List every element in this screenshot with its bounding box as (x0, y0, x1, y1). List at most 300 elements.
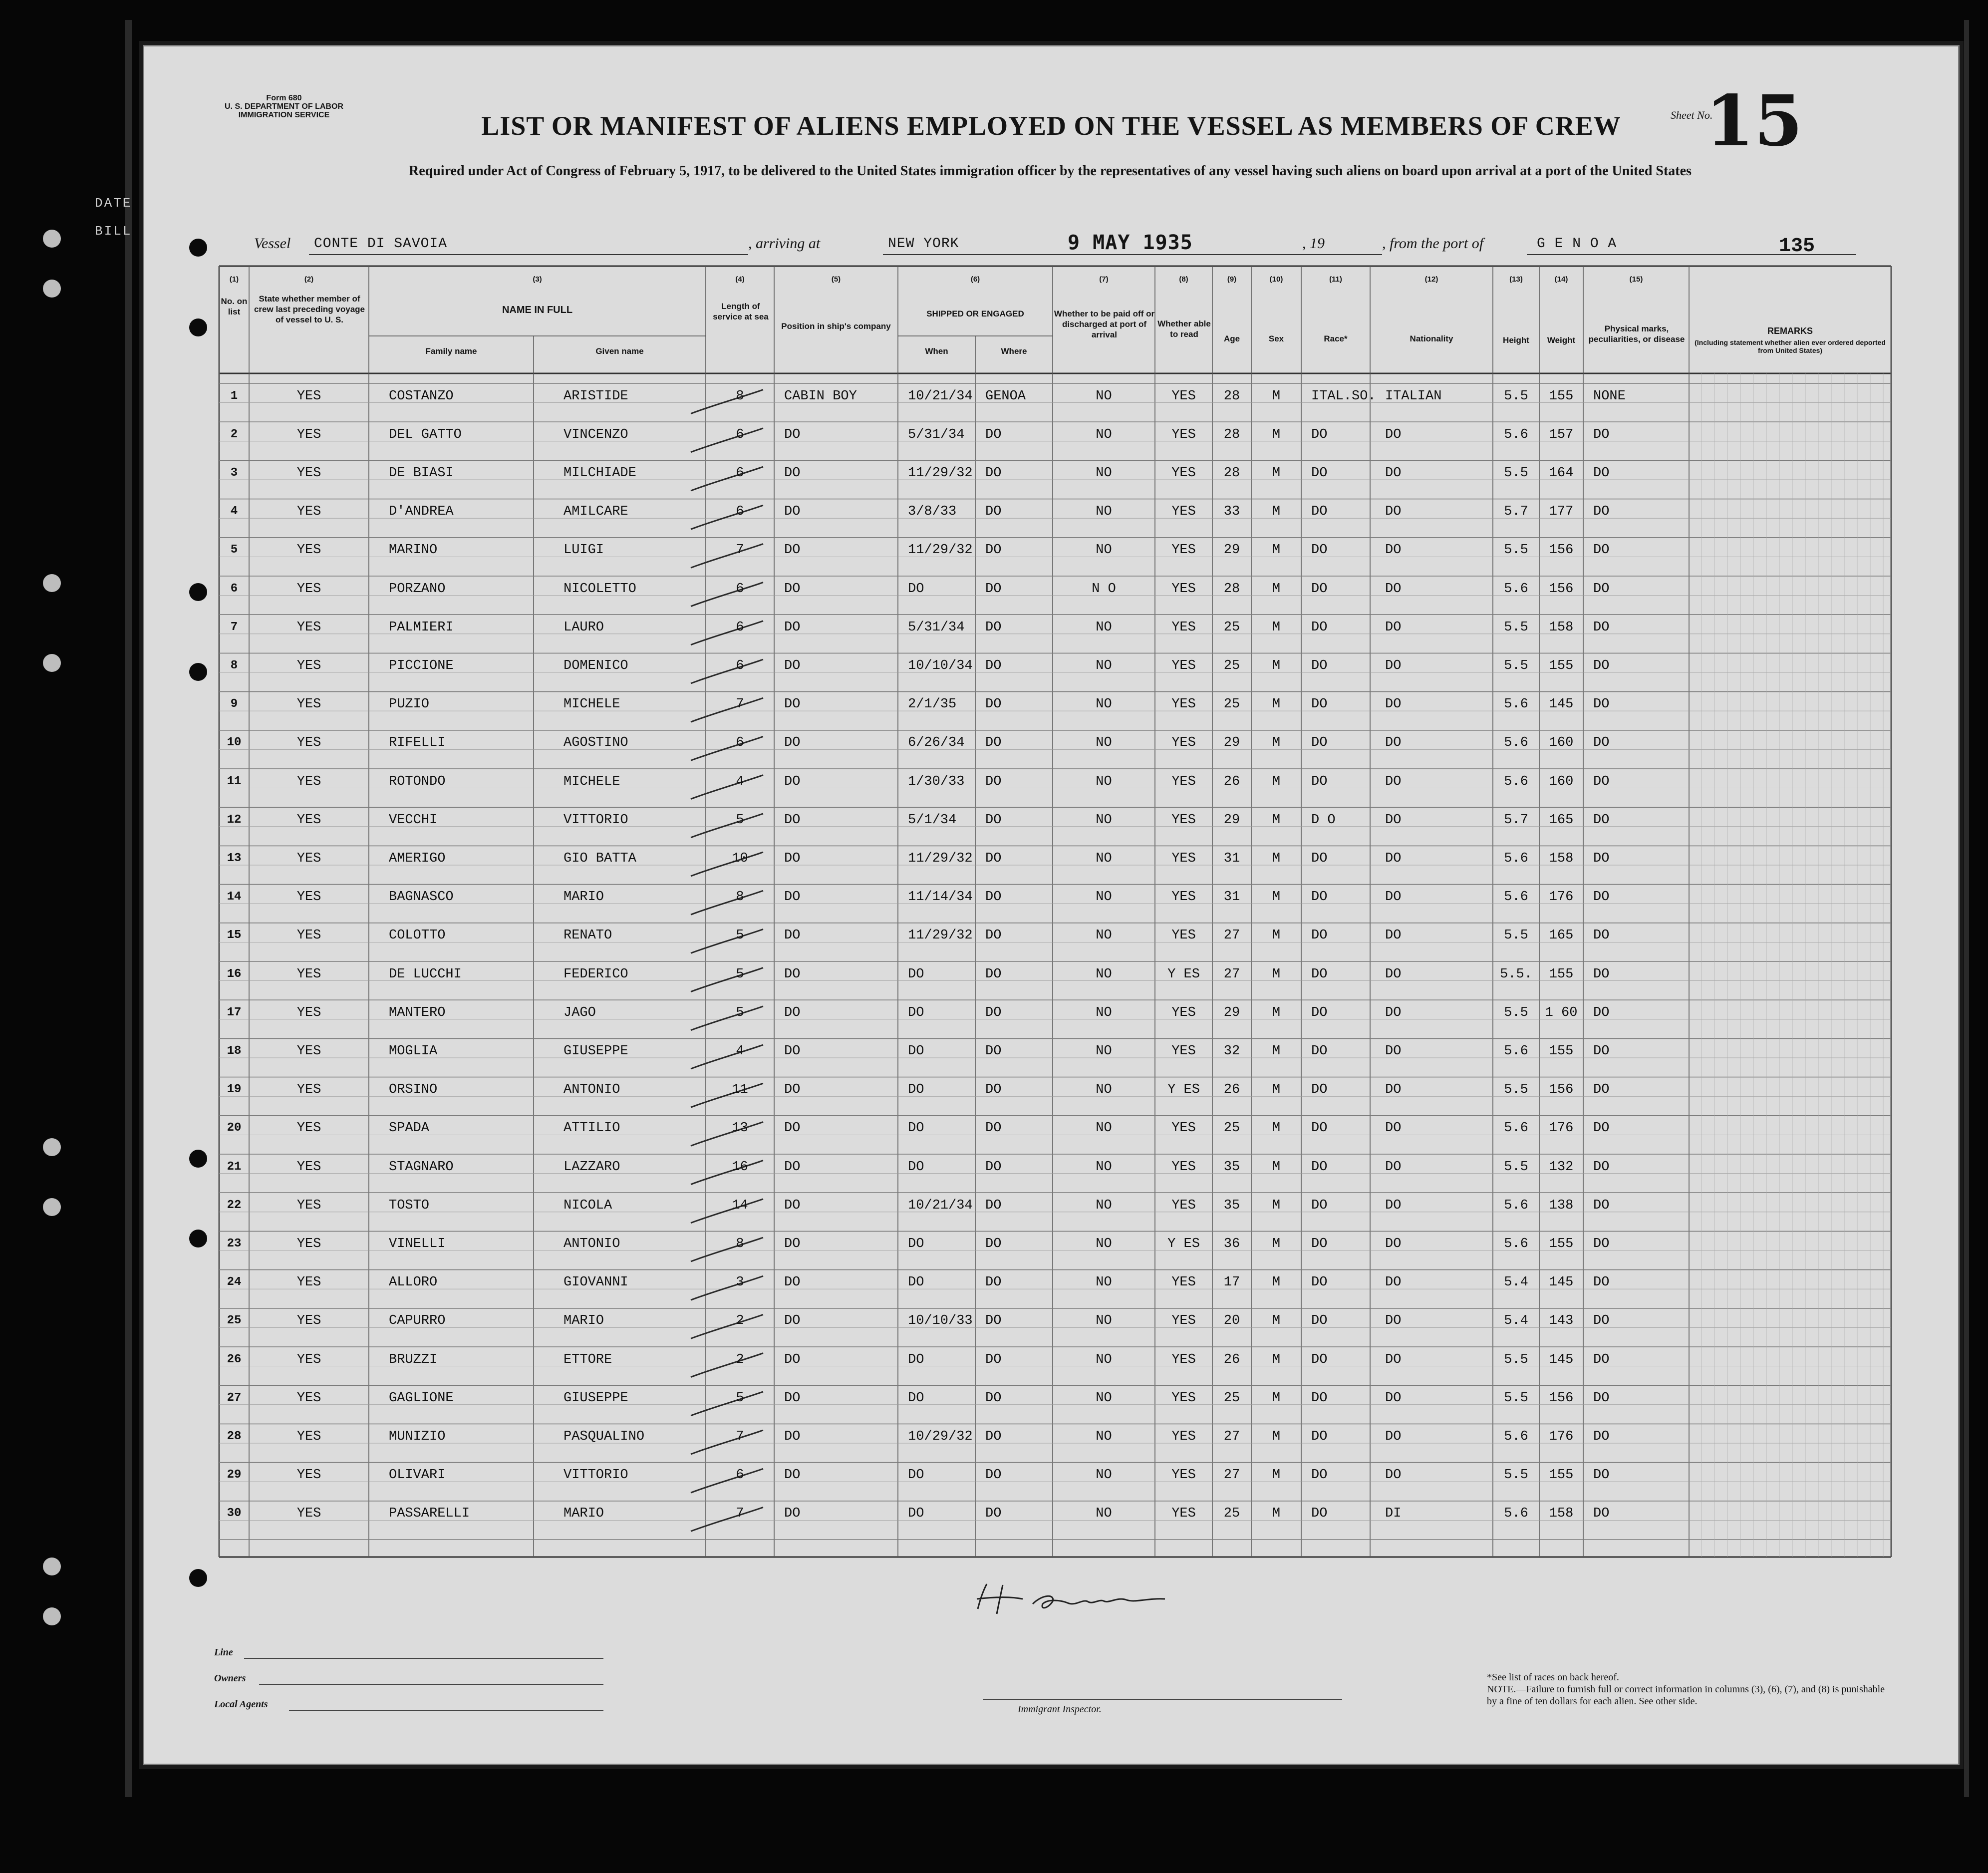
cell-race: DO (1311, 851, 1328, 866)
cell-read: YES (1171, 1390, 1196, 1406)
cell-height: 5.5 (1504, 1390, 1528, 1406)
cell-race: DO (1311, 1237, 1328, 1251)
cell-when: 10/10/33 (908, 1313, 973, 1329)
cell-race: DO (1311, 466, 1328, 481)
cell-family: OLIVARI (389, 1468, 446, 1483)
cell-when: 10/10/34 (908, 658, 973, 673)
cell-given: AMILCARE (564, 504, 628, 520)
cell-read: YES (1171, 851, 1196, 866)
cell-paid: NO (1096, 1468, 1112, 1483)
column-number: (14) (1554, 275, 1568, 284)
cell-read: YES (1171, 1121, 1196, 1136)
manifest-sheet (143, 45, 1960, 1765)
header-where: Where (1001, 346, 1027, 356)
cell-race: DO (1311, 1313, 1328, 1329)
cell-where: DO (985, 1082, 1002, 1098)
vessel-name: CONTE DI SAVOIA (314, 236, 448, 252)
cell-length: 5 (736, 966, 744, 982)
cell-length: 5 (736, 1005, 744, 1020)
year-label: , 19 (1302, 235, 1325, 252)
cell-given: MARIO (564, 1506, 604, 1522)
cell-weight: 155 (1549, 388, 1574, 404)
cell-marks: DO (1593, 504, 1610, 520)
cell-length: 5 (736, 812, 744, 828)
cell-family: PUZIO (389, 697, 430, 712)
cell-paid: NO (1096, 427, 1112, 442)
cell-no: 29 (227, 1468, 242, 1482)
cell-paid: NO (1096, 1159, 1112, 1175)
cell-length: 6 (736, 581, 744, 597)
cell-age: 33 (1223, 504, 1240, 520)
cell-marks: DO (1593, 1275, 1610, 1290)
cell-prev: YES (296, 1429, 321, 1444)
cell-read: Y ES (1167, 1237, 1200, 1251)
cell-family: VINELLI (389, 1237, 446, 1251)
cell-race: DO (1311, 1198, 1328, 1213)
arrival-port: NEW YORK (888, 236, 959, 252)
cell-race: DO (1311, 890, 1328, 905)
cell-height: 5.4 (1504, 1313, 1528, 1329)
cell-age: 29 (1223, 735, 1240, 751)
cell-where: DO (985, 1506, 1002, 1522)
cell-prev: YES (296, 504, 321, 520)
column-number: (6) (970, 275, 980, 284)
cell-read: YES (1171, 1044, 1196, 1059)
local-agents-label: Local Agents (214, 1699, 268, 1710)
cell-age: 29 (1223, 1005, 1240, 1020)
cell-age: 29 (1223, 812, 1240, 828)
sheet-number: 15 (1705, 80, 1803, 162)
cell-weight: 160 (1549, 774, 1574, 789)
cell-where: DO (985, 1159, 1002, 1175)
cell-no: 11 (227, 774, 242, 788)
cell-marks: DO (1593, 1352, 1610, 1367)
cell-where: DO (985, 966, 1002, 982)
cell-weight: 145 (1549, 1275, 1574, 1290)
cell-no: 13 (227, 852, 242, 865)
cell-when: 10/21/34 (908, 1198, 973, 1213)
cell-sex: M (1272, 1121, 1281, 1136)
cell-length: 6 (736, 466, 744, 481)
cell-position: DO (784, 812, 801, 828)
cell-position: DO (784, 1390, 801, 1406)
cell-age: 31 (1223, 851, 1240, 866)
cell-length: 5 (736, 928, 744, 943)
cell-prev: YES (296, 581, 321, 597)
cell-family: VECCHI (389, 812, 438, 828)
cell-height: 5.5 (1504, 466, 1528, 481)
cell-paid: NO (1096, 1198, 1112, 1213)
header-remarks: REMARKS (1767, 326, 1813, 336)
header-paid_off: Whether to be paid off or discharged at port of arrival (1054, 309, 1155, 339)
header-name: NAME IN FULL (502, 305, 573, 315)
cell-height: 5.5 (1504, 1005, 1528, 1020)
cell-nationality: DO (1385, 1044, 1402, 1059)
cell-marks: DO (1593, 1468, 1610, 1483)
cell-marks: DO (1593, 1005, 1610, 1020)
cell-read: YES (1171, 581, 1196, 597)
cell-length: 6 (736, 620, 744, 635)
cell-nationality: DO (1385, 543, 1402, 558)
column-number: (1) (229, 275, 239, 284)
cell-prev: YES (296, 851, 321, 866)
cell-marks: DO (1593, 1198, 1610, 1213)
cell-marks: DO (1593, 1506, 1610, 1522)
header-marks: Physical marks, peculiarities, or disease (1588, 324, 1685, 344)
cell-when: DO (908, 1506, 924, 1522)
header-sex: Sex (1268, 334, 1284, 343)
cell-given: ANTONIO (564, 1237, 620, 1251)
header-weight: Weight (1547, 335, 1576, 345)
cell-race: DO (1311, 1044, 1328, 1059)
cell-when: 5/1/34 (908, 812, 957, 828)
cell-when: 11/29/32 (908, 928, 973, 943)
binder-rim (125, 20, 132, 1797)
cell-sex: M (1272, 1506, 1281, 1522)
sheet-label: Sheet No. (1671, 109, 1713, 121)
cell-read: YES (1171, 890, 1196, 905)
cell-prev: YES (296, 620, 321, 635)
cell-family: STAGNARO (389, 1159, 454, 1175)
cell-age: 36 (1223, 1237, 1240, 1251)
cell-family: BRUZZI (389, 1352, 438, 1367)
cell-sex: M (1272, 1198, 1281, 1213)
cell-age: 29 (1223, 543, 1240, 558)
cell-age: 26 (1223, 1352, 1240, 1367)
cell-given: GIUSEPPE (564, 1390, 628, 1406)
cell-sex: M (1272, 1237, 1281, 1251)
punch-hole (43, 1198, 61, 1216)
cell-position: DO (784, 1352, 801, 1367)
cell-race: DO (1311, 543, 1328, 558)
cell-prev: YES (296, 812, 321, 828)
cell-family: ALLORO (389, 1275, 438, 1290)
cell-paid: NO (1096, 1506, 1112, 1522)
cell-position: DO (784, 1429, 801, 1444)
cell-paid: NO (1096, 928, 1112, 943)
cell-nationality: DO (1385, 1352, 1402, 1367)
cell-length: 8 (736, 890, 744, 905)
cell-length: 6 (736, 735, 744, 751)
cell-prev: YES (296, 928, 321, 943)
cell-marks: DO (1593, 427, 1610, 442)
cell-race: DO (1311, 1390, 1328, 1406)
cell-given: FEDERICO (564, 966, 628, 982)
cell-family: D'ANDREA (389, 504, 454, 520)
department-name: U. S. DEPARTMENT OF LABOR (225, 102, 343, 111)
cell-read: YES (1171, 1429, 1196, 1444)
cell-marks: DO (1593, 1429, 1610, 1444)
cell-paid: NO (1096, 1121, 1112, 1136)
cell-position: CABIN BOY (784, 388, 857, 404)
cell-prev: YES (296, 1198, 321, 1213)
header-family: Family name (425, 346, 477, 356)
cell-given: ARISTIDE (564, 388, 628, 404)
cell-prev: YES (296, 966, 321, 982)
cell-where: DO (985, 1429, 1002, 1444)
cell-weight: 138 (1549, 1198, 1574, 1213)
cell-marks: DO (1593, 581, 1610, 597)
cell-sex: M (1272, 620, 1281, 635)
header-age: Age (1223, 334, 1240, 343)
page-number: 135 (1779, 235, 1815, 258)
cell-position: DO (784, 697, 801, 712)
cell-given: RENATO (564, 928, 612, 943)
cell-no: 3 (230, 466, 238, 480)
cell-sex: M (1272, 735, 1281, 751)
cell-family: COSTANZO (389, 388, 454, 404)
cell-height: 5.6 (1504, 851, 1528, 866)
cell-paid: NO (1096, 658, 1112, 673)
cell-nationality: DI (1385, 1506, 1402, 1522)
cell-given: DOMENICO (564, 658, 628, 673)
cell-prev: YES (296, 890, 321, 905)
cell-family: PASSARELLI (389, 1506, 470, 1522)
cell-sex: M (1272, 1005, 1281, 1020)
cell-marks: DO (1593, 966, 1610, 982)
cell-race: DO (1311, 735, 1328, 751)
cell-length: 7 (736, 697, 744, 712)
cell-age: 32 (1223, 1044, 1240, 1059)
cell-family: DE BIASI (389, 466, 454, 481)
cell-family: ORSINO (389, 1082, 438, 1098)
cell-nationality: DO (1385, 1390, 1402, 1406)
cell-nationality: DO (1385, 851, 1402, 866)
cell-marks: DO (1593, 1159, 1610, 1175)
cell-read: YES (1171, 774, 1196, 789)
cell-prev: YES (296, 543, 321, 558)
cell-where: DO (985, 581, 1002, 597)
cell-read: YES (1171, 466, 1196, 481)
cell-when: 5/31/34 (908, 427, 965, 442)
cell-weight: 160 (1549, 735, 1574, 751)
cell-nationality: DO (1385, 1005, 1402, 1020)
cell-when: DO (908, 966, 924, 982)
cell-prev: YES (296, 1121, 321, 1136)
header-state: State whether member of crew last preceding voyage of vessel to U. S. (254, 294, 365, 324)
cell-weight: 155 (1549, 966, 1574, 982)
cell-age: 28 (1223, 466, 1240, 481)
header-when: When (925, 346, 948, 356)
line-label: Line (214, 1647, 233, 1658)
cell-prev: YES (296, 1506, 321, 1522)
cell-length: 6 (736, 1468, 744, 1483)
cell-nationality: DO (1385, 581, 1402, 597)
cell-when: DO (908, 1121, 924, 1136)
cell-given: MICHELE (564, 774, 620, 789)
cell-no: 25 (227, 1314, 242, 1328)
cell-weight: 176 (1549, 1429, 1574, 1444)
cell-read: YES (1171, 620, 1196, 635)
column-number: (2) (304, 275, 314, 284)
cell-where: DO (985, 1044, 1002, 1059)
cell-age: 26 (1223, 774, 1240, 789)
cell-length: 2 (736, 1352, 744, 1367)
cell-height: 5.5 (1504, 1082, 1528, 1098)
inspector-signature (968, 1579, 1177, 1621)
cell-position: DO (784, 1121, 801, 1136)
cell-age: 27 (1223, 1429, 1240, 1444)
cell-no: 22 (227, 1198, 242, 1212)
agents-rule (289, 1710, 603, 1711)
cell-weight: 156 (1549, 1082, 1574, 1098)
cell-where: DO (985, 1121, 1002, 1136)
cell-weight: 132 (1549, 1159, 1574, 1175)
cell-given: MARIO (564, 890, 604, 905)
cell-read: YES (1171, 812, 1196, 828)
cell-race: DO (1311, 620, 1328, 635)
column-number: (3) (533, 275, 542, 284)
cell-family: DEL GATTO (389, 427, 462, 442)
cell-no: 16 (227, 967, 242, 981)
cell-marks: DO (1593, 697, 1610, 712)
cell-where: DO (985, 427, 1002, 442)
penalty-note: NOTE.—Failure to furnish full or correct information in columns (3), (6), (7), and (8) is punishable by a fine of ten dollars for each alien. See other side. (1487, 1684, 1885, 1707)
cell-when: 1/30/33 (908, 774, 965, 789)
cell-when: 11/29/32 (908, 543, 973, 558)
cell-where: DO (985, 851, 1002, 866)
cell-height: 5.6 (1504, 581, 1528, 597)
cell-weight: 156 (1549, 1390, 1574, 1406)
cell-no: 7 (230, 620, 238, 634)
cell-no: 21 (227, 1160, 242, 1174)
cell-sex: M (1272, 928, 1281, 943)
punch-hole (43, 1558, 61, 1575)
header-no: No. on list (221, 297, 248, 316)
cell-marks: DO (1593, 543, 1610, 558)
cell-weight: 145 (1549, 1352, 1574, 1367)
cell-given: LAZZARO (564, 1159, 620, 1175)
cell-where: DO (985, 504, 1002, 520)
cell-where: DO (985, 697, 1002, 712)
cell-nationality: DO (1385, 1121, 1402, 1136)
cell-no: 14 (227, 890, 242, 904)
cell-read: YES (1171, 1313, 1196, 1329)
cell-position: DO (784, 466, 801, 481)
cell-given: JAGO (564, 1005, 596, 1020)
cell-prev: YES (296, 1159, 321, 1175)
cell-paid: NO (1096, 1005, 1112, 1020)
cell-paid: NO (1096, 388, 1112, 404)
cell-no: 26 (227, 1352, 242, 1366)
column-number: (12) (1424, 275, 1438, 284)
cell-family: AMERIGO (389, 851, 446, 866)
cell-where: DO (985, 1237, 1002, 1251)
cell-no: 18 (227, 1044, 242, 1058)
cell-where: DO (985, 1468, 1002, 1483)
column-number: (9) (1227, 275, 1237, 284)
cell-race: DO (1311, 1352, 1328, 1367)
cell-position: DO (784, 1506, 801, 1522)
cell-nationality: DO (1385, 1198, 1402, 1213)
cell-length: 8 (736, 1237, 744, 1251)
cell-family: DE LUCCHI (389, 966, 462, 982)
departure-port: G E N O A (1537, 236, 1617, 252)
cell-position: DO (784, 581, 801, 597)
cell-paid: NO (1096, 1390, 1112, 1406)
cell-marks: DO (1593, 658, 1610, 673)
cell-where: DO (985, 890, 1002, 905)
cell-read: YES (1171, 1352, 1196, 1367)
cell-age: 25 (1223, 697, 1240, 712)
cell-no: 17 (227, 1005, 242, 1019)
cell-family: RIFELLI (389, 735, 446, 751)
column-number: (10) (1269, 275, 1283, 284)
cell-marks: DO (1593, 812, 1610, 828)
cell-nationality: DO (1385, 1275, 1402, 1290)
cell-given: GIUSEPPE (564, 1044, 628, 1059)
cell-prev: YES (296, 1044, 321, 1059)
column-number: (5) (831, 275, 841, 284)
cell-weight: 143 (1549, 1313, 1574, 1329)
cell-sex: M (1272, 1468, 1281, 1483)
cell-sex: M (1272, 543, 1281, 558)
cell-height: 5.5. (1500, 966, 1532, 982)
cell-length: 13 (732, 1121, 748, 1136)
page-title: LIST OR MANIFEST OF ALIENS EMPLOYED ON THE VESSEL AS MEMBERS OF CREW (481, 111, 1621, 141)
cell-height: 5.6 (1504, 1121, 1528, 1136)
cell-when: DO (908, 1159, 924, 1175)
cell-read: YES (1171, 697, 1196, 712)
cell-family: BAGNASCO (389, 890, 454, 905)
cell-sex: M (1272, 1044, 1281, 1059)
cell-race: DO (1311, 1429, 1328, 1444)
page-subtitle: Required under Act of Congress of February 5, 1917, to be delivered to the United States immigration officer by the representatives of any vessel having such aliens on board upon arrival at a port of the United States (409, 163, 1692, 179)
cell-sex: M (1272, 1159, 1281, 1175)
cell-position: DO (784, 890, 801, 905)
cell-no: 2 (230, 427, 238, 441)
cell-paid: NO (1096, 851, 1112, 866)
cell-no: 28 (227, 1430, 242, 1443)
cell-nationality: DO (1385, 620, 1402, 635)
cell-weight: 165 (1549, 928, 1574, 943)
cell-given: LAURO (564, 620, 604, 635)
cell-paid: NO (1096, 812, 1112, 828)
cell-height: 5.6 (1504, 427, 1528, 442)
cell-sex: M (1272, 697, 1281, 712)
cell-weight: 145 (1549, 697, 1574, 712)
cell-weight: 158 (1549, 851, 1574, 866)
cell-given: NICOLETTO (564, 581, 636, 597)
cell-family: MOGLIA (389, 1044, 438, 1059)
cell-position: DO (784, 1082, 801, 1098)
cell-height: 5.5 (1504, 1159, 1528, 1175)
cell-nationality: ITALIAN (1385, 388, 1442, 404)
cell-where: DO (985, 466, 1002, 481)
cell-length: 4 (736, 774, 744, 789)
cell-nationality: DO (1385, 1429, 1402, 1444)
cell-when: 11/29/32 (908, 851, 973, 866)
cell-nationality: DO (1385, 466, 1402, 481)
cell-read: YES (1171, 928, 1196, 943)
cell-no: 1 (230, 389, 238, 403)
column-number: (8) (1179, 275, 1188, 284)
cell-sex: M (1272, 890, 1281, 905)
cell-where: DO (985, 774, 1002, 789)
cell-height: 5.6 (1504, 697, 1528, 712)
cell-age: 28 (1223, 427, 1240, 442)
cell-length: 11 (732, 1082, 748, 1098)
cell-weight: 177 (1549, 504, 1574, 520)
cell-weight: 156 (1549, 581, 1574, 597)
cell-position: DO (784, 966, 801, 982)
cell-race: DO (1311, 1468, 1328, 1483)
cell-position: DO (784, 1468, 801, 1483)
cell-height: 5.5 (1504, 543, 1528, 558)
cell-marks: DO (1593, 851, 1610, 866)
cell-marks: DO (1593, 774, 1610, 789)
cell-no: 5 (230, 543, 238, 557)
